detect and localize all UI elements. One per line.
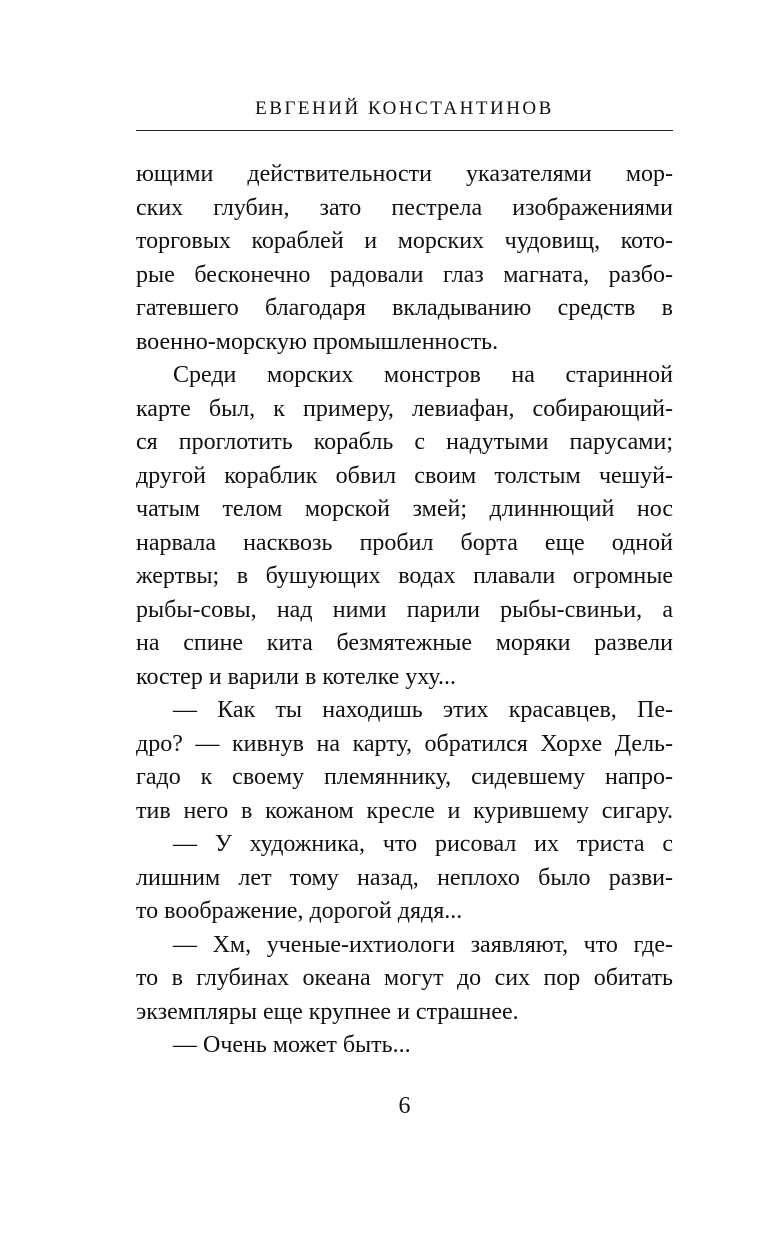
text-line: — Очень может быть...: [173, 1032, 411, 1058]
text-line: ющими действительности указателями мор-: [136, 161, 673, 187]
text-line: гатевшего благодаря вкладыванию средств в: [136, 295, 673, 321]
text-line: дро? — кивнув на карту, обратился Хорхе Дель-: [136, 730, 673, 757]
text-line: гадо к своему племяннику, сидевшему напро-: [136, 764, 673, 790]
text-line: ся проглотить корабль с надутыми парусами;: [136, 429, 673, 455]
paragraph: [136, 929, 673, 1030]
text-line: военно-морскую промышленность.: [136, 328, 499, 355]
text-line: лишним лет тому назад, неплохо было разви-: [136, 864, 673, 891]
text-line: другой кораблик обвил своим толстым чешуй-: [136, 462, 673, 489]
text-line: торговых кораблей и морских чудовищ, кото-: [136, 228, 673, 254]
text-line: — У художника, что рисовал их триста с: [173, 831, 673, 857]
text-line: рыбы-совы, над ними парили рыбы-свиньи, а: [136, 596, 673, 623]
text-line: то в глубинах океана могут до сих пор обитать: [136, 965, 673, 991]
text-line: чатым телом морской змей; длиннющий нос: [136, 496, 673, 522]
text-line: — Как ты находишь этих красавцев, Пе-: [173, 697, 673, 723]
header-rule: [136, 130, 673, 131]
body-text: [136, 158, 673, 1063]
paragraph: [136, 359, 673, 694]
text-line: карте был, к примеру, левиафан, собирающий-: [136, 395, 673, 422]
paragraph: [136, 694, 673, 828]
text-line: на спине кита безмятежные моряки развели: [136, 630, 673, 656]
page-number: 6: [398, 1093, 411, 1119]
text-line: Среди морских монстров на старинной: [173, 362, 673, 388]
running-head: ЕВГЕНИЙ КОНСТАНТИНОВ: [255, 98, 554, 119]
text-line: нарвала насквозь пробил борта еще одной: [136, 529, 673, 556]
paragraph: [136, 828, 673, 929]
text-line: жертвы; в бушующих водах плавали огромные: [136, 563, 673, 589]
text-line: экземпляры еще крупнее и страшнее.: [136, 998, 519, 1025]
paragraph: [136, 158, 673, 359]
paragraph: [136, 1029, 673, 1063]
text-line: костер и варили в котелке уху...: [136, 663, 456, 690]
text-line: ских глубин, зато пестрела изображениями: [136, 194, 673, 221]
text-line: — Хм, ученые-ихтиологи заявляют, что где-: [173, 931, 673, 958]
text-line: тив него в кожаном кресле и курившему сигару.: [136, 797, 673, 824]
text-line: то воображение, дорогой дядя...: [136, 898, 463, 924]
text-line: рые бесконечно радовали глаз магната, разбо-: [136, 261, 673, 288]
